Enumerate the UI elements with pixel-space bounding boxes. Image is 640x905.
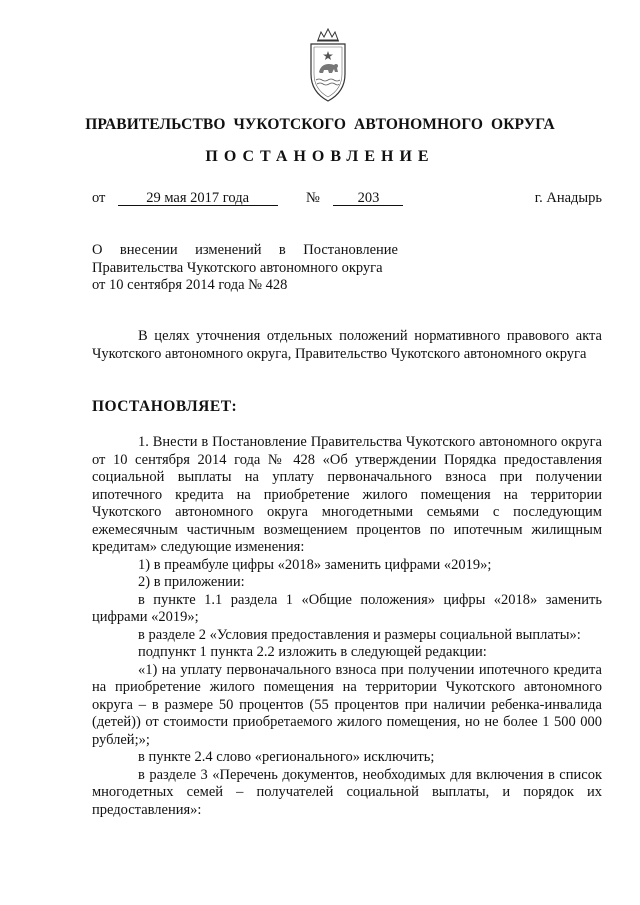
number-label: №	[306, 190, 320, 206]
paragraph-8: в пункте 2.4 слово «регионального» исключить;	[138, 749, 435, 765]
paragraph-2: 1) в преамбуле цифры «2018» заменить цифрами «2019»;	[138, 556, 492, 573]
subject-line-1: О внесении изменений в Постановление	[92, 242, 398, 258]
decree-heading: ПОСТАНОВЛЯЕТ:	[92, 398, 238, 415]
document-number: 203	[333, 191, 403, 206]
preamble-text: В целях уточнения отдельных положений нормативного правового акта Чукотского автономного округа, Правительство Чукотского автономного округа	[92, 328, 602, 362]
subject-line-3: от 10 сентября 2014 года № 428	[92, 277, 288, 293]
chukotka-coat-of-arms-icon	[305, 26, 351, 106]
subject-line-2: Правительства Чукотского автономного округа	[92, 259, 383, 276]
document-date: 29 мая 2017 года	[118, 191, 278, 206]
paragraph-7: «1) на уплату первоначального взноса при получении ипотечного кредита на приобретение жилого помещения на территории Чукотского автономного округа – в размере 50 процентов (55 процентов при наличии ребенка-инвалида (детей)) от стоимости приобретаемого жилого помещения, но не более 1 500 000 рублей;»;	[92, 661, 602, 748]
organization-title: ПРАВИТЕЛЬСТВО ЧУКОТСКОГО АВТОНОМНОГО ОКРУГА	[85, 116, 555, 133]
paragraph-9: в разделе 3 «Перечень документов, необходимых для включения в список многодетных семей – получателей социальной выплаты, и порядок их предоставления»:	[92, 766, 602, 818]
document-city: г. Анадырь	[534, 190, 602, 206]
paragraph-1: 1. Внести в Постановление Правительства Чукотского автономного округа от 10 сентября 2014 года № 428 «Об утверждении Порядка предоставления социальной выплаты на уплату первоначального взноса при получении ипотечного кредита на приобретение жилого помещения на территории Чукотского автономного округа многодетными семьями с последующим ежемесячным частичным возмещением процентов по ипотечным жилищным кредитам» следующие изменения:	[92, 434, 602, 555]
paragraph-6: подпункт 1 пункта 2.2 изложить в следующей редакции:	[138, 644, 487, 660]
preamble	[92, 328, 602, 363]
paragraph-5: в разделе 2 «Условия предоставления и размеры социальной выплаты»:	[138, 626, 581, 643]
document-subject	[92, 242, 398, 295]
document-body	[92, 434, 602, 819]
paragraph-3: 2) в приложении:	[138, 574, 245, 590]
paragraph-4: в пункте 1.1 раздела 1 «Общие положения» цифры «2018» заменить цифрами «2019»;	[92, 591, 602, 625]
document-date-field	[92, 190, 278, 207]
document-number-field	[306, 190, 403, 207]
date-label: от	[92, 190, 106, 206]
document-type: ПОСТАНОВЛЕНИЕ	[205, 148, 435, 165]
